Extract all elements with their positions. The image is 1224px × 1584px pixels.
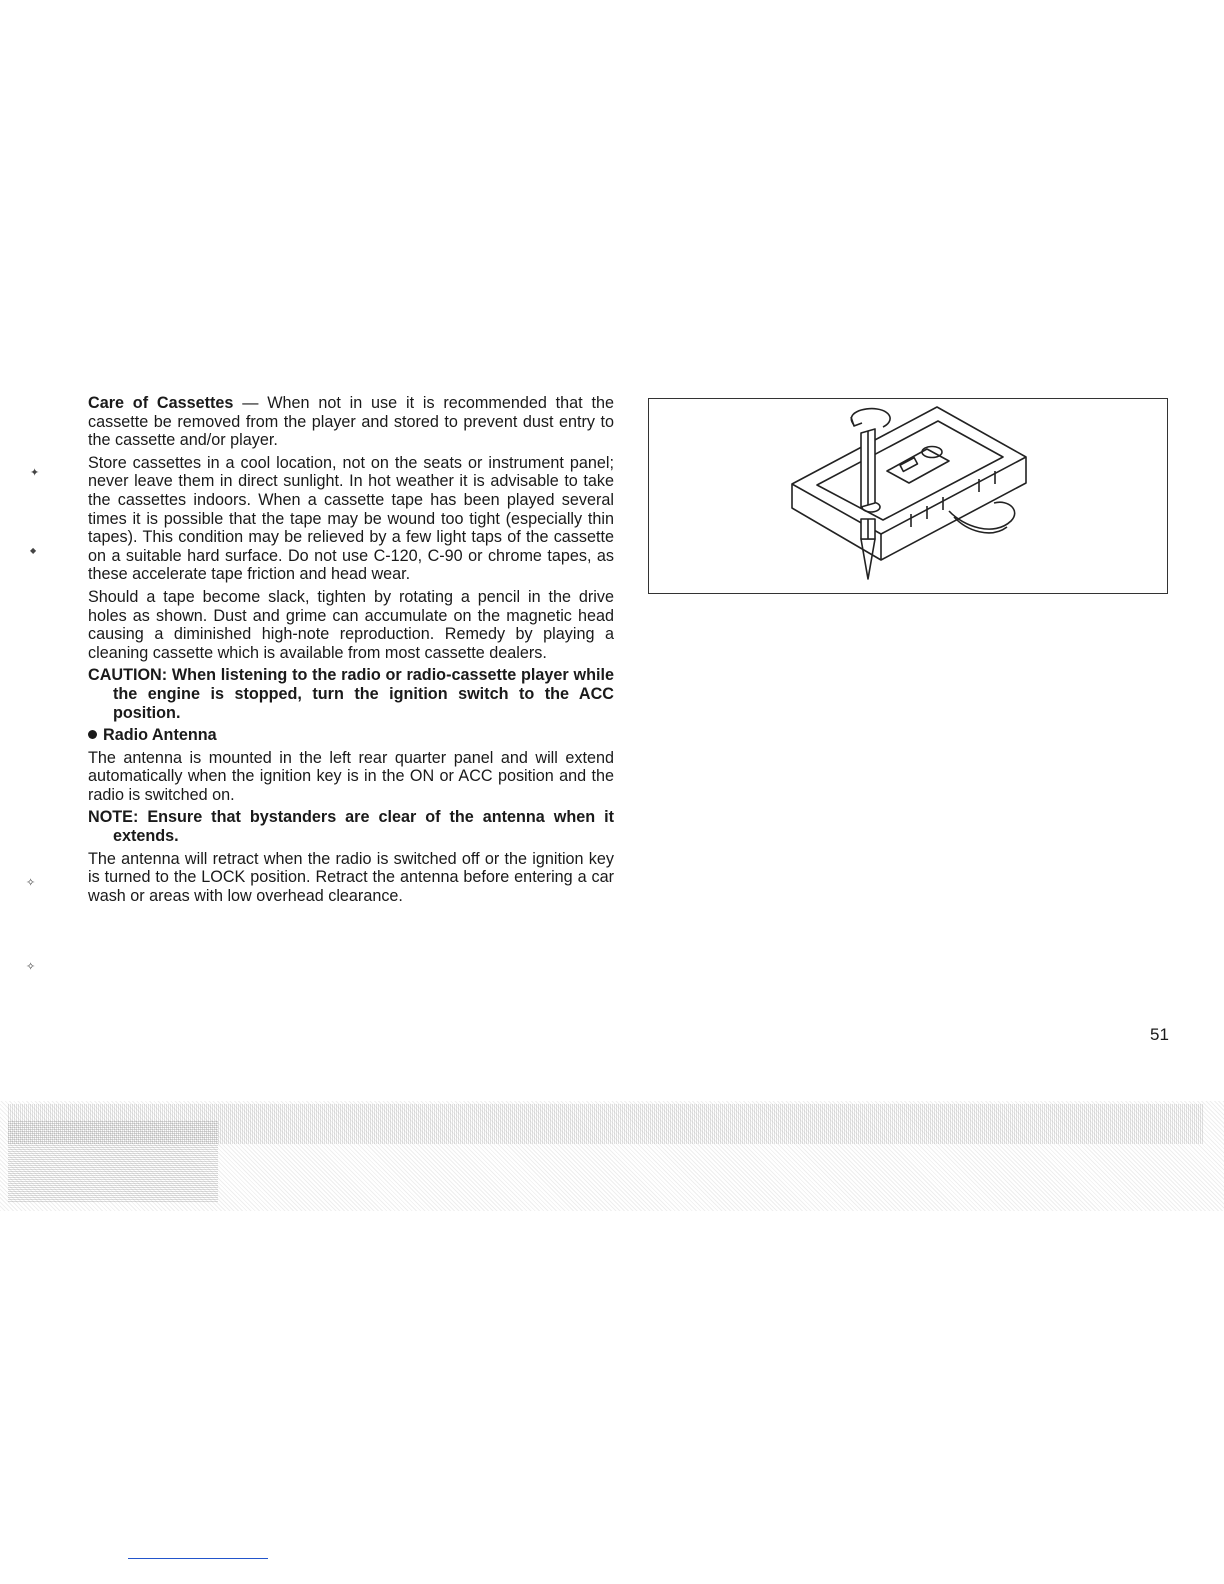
page-number: 51 [1150, 1025, 1169, 1044]
care-paragraph-1 [88, 394, 614, 450]
scan-artifact: ✧ [26, 961, 36, 973]
caution-text: CAUTION: When listening to the radio or radio-cassette player while the engine is stopped, turn the ignition switch to the ACC position. [88, 666, 614, 722]
scan-artifact: ✧ [26, 877, 36, 889]
scan-artifact: ✦ [30, 467, 40, 479]
antenna-paragraph-1: The antenna is mounted in the left rear quarter panel and will extend automatically when the ignition key is in the ON or ACC position and the radio is switched on. [88, 748, 614, 804]
antenna-heading: Radio Antenna [103, 726, 217, 745]
cassette-pencil-icon [649, 399, 1166, 592]
care-heading: Care of Cassettes [88, 394, 234, 412]
care-paragraph-2: Store cassettes in a cool location, not on the seats or instrument panel; never leave them in direct sunlight. In hot weather it is advisable to take the cassettes indoors. When a cassette tape has been played several times it is possible that the tape may be wound too tight (especially thin tapes). This condition may be relieved by a few light taps of the cassette on a suitable hard surface. Do not use C-120, C-90 or chrome tapes, as these accelerate tape friction and head wear. [88, 453, 614, 584]
main-text-column [88, 394, 614, 909]
note-text: NOTE: Ensure that bystanders are clear of the antenna when it extends. [88, 808, 614, 846]
bottom-rule [128, 1558, 268, 1559]
antenna-paragraph-2: The antenna will retract when the radio is switched off or the ignition key is turned to the LOCK position. Retract the antenna before entering a car wash or areas with low overhead clearance. [88, 849, 614, 905]
cassette-illustration [648, 398, 1168, 594]
care-intro: — When not in use it is recommended that the cassette be removed from the player and stored to prevent dust entry to the cassette and/or player. [88, 394, 614, 450]
antenna-heading-row [88, 726, 614, 745]
scan-noise-band-left [8, 1120, 218, 1202]
bullet-icon [88, 730, 97, 739]
scan-artifact: ◆ [30, 546, 37, 555]
care-paragraph-3: Should a tape become slack, tighten by rotating a pencil in the drive holes as shown. Dust and grime can accumulate on the magnetic head causing a diminished high-note reproduction. Remedy by playing a cleaning cassette which is available from most cassette dealers. [88, 587, 614, 662]
